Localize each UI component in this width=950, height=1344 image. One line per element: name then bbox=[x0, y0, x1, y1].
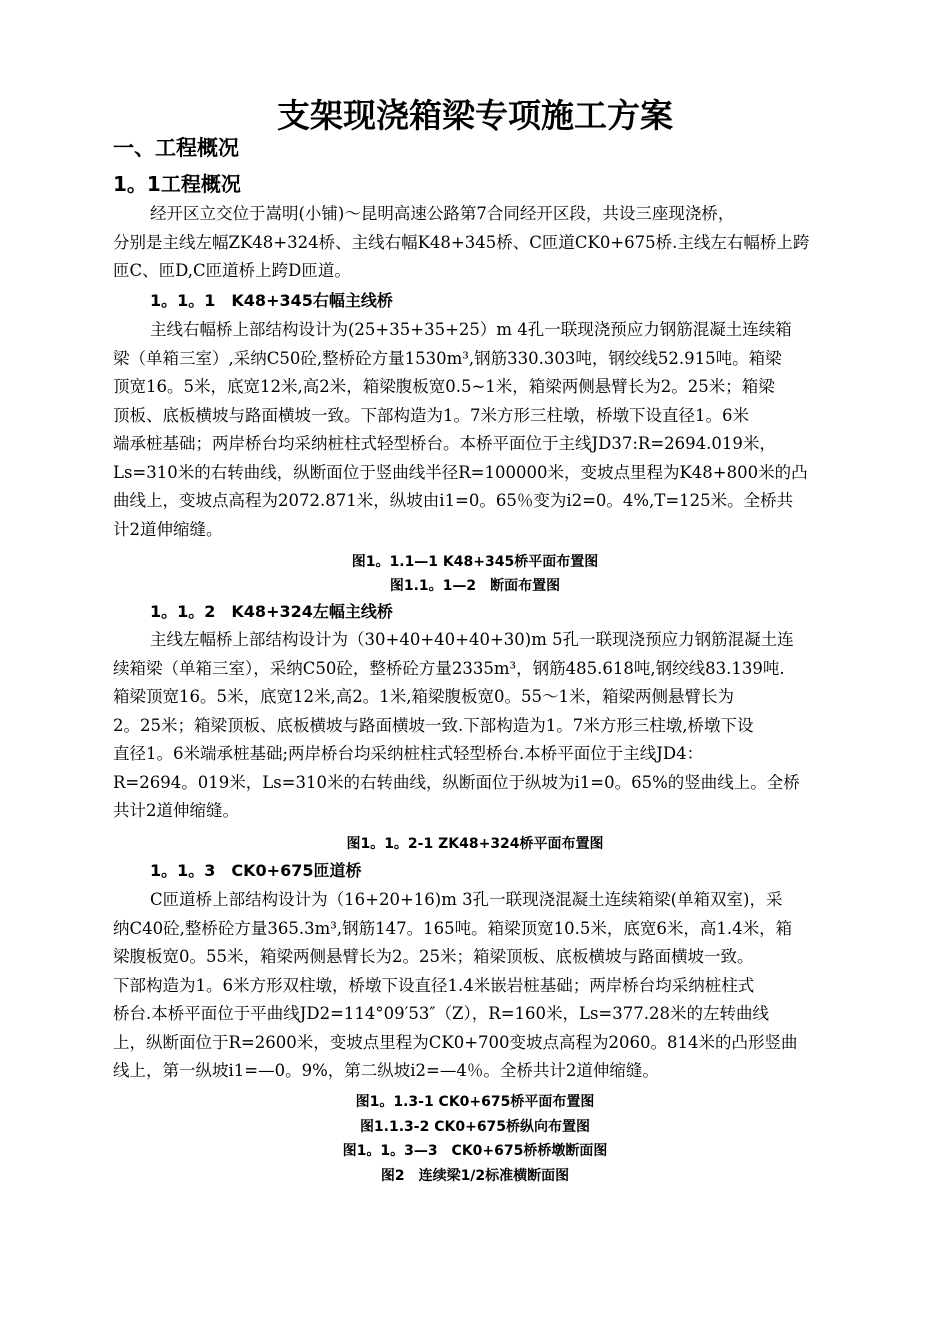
section-heading-overview: 一、工程概况 bbox=[113, 136, 239, 160]
paragraph-ck0-675 bbox=[113, 886, 858, 1086]
intro-paragraph bbox=[113, 200, 858, 286]
paragraph-line: 计2道伸缩缝。 bbox=[113, 519, 223, 539]
paragraph-line: 端承桩基础；两岸桥台均采纳桩柱式轻型桥台。本桥平面位于主线JD37:R=2694.019米， bbox=[113, 434, 776, 453]
paragraph-line: 共计2道伸缩缝。 bbox=[113, 801, 239, 820]
figure-caption: 图2 连续梁1/2标准横断面图 bbox=[380, 1168, 570, 1184]
paragraph-line: 箱梁顶宽16。5米，底宽12米,高2。1米,箱梁腹板宽0。55～1米，箱梁两侧悬臂长为 bbox=[113, 687, 734, 706]
figure-caption: 图1。1.1—1 K48+345桥平面布置图 bbox=[351, 554, 599, 570]
paragraph-line: 主线右幅桥上部结构设计为(25+35+35+25）m 4孔一联现浇预应力钢筋混凝土连续箱 bbox=[150, 320, 792, 339]
figure-caption: 图1。1.3-1 CK0+675桥平面布置图 bbox=[355, 1094, 595, 1110]
paragraph-line: 梁腹板宽0。55米，箱梁两侧悬臂长为2。25米；箱梁顶板、底板横坡与路面横坡一致。 bbox=[113, 947, 754, 966]
document-title: 支架现浇箱梁专项施工方案 bbox=[277, 96, 673, 135]
paragraph-line: 梁（单箱三室）,采纳C50砼,整桥砼方量1530m³,钢筋330.303吨，钢绞线52.915吨。箱梁 bbox=[113, 348, 782, 368]
paragraph-line: 主线左幅桥上部结构设计为（30+40+40+40+30)m 5孔一联现浇预应力钢筋混凝土连 bbox=[150, 630, 794, 649]
paragraph-line: 2。25米；箱梁顶板、底板横坡与路面横坡一致.下部构造为1。7米方形三柱墩,桥墩下设 bbox=[113, 715, 754, 735]
paragraph-line: 纳C40砼,整桥砼方量365.3m³,钢筋147。165吨。箱梁顶宽10.5米，底宽6米，高1.4米，箱 bbox=[113, 918, 793, 938]
paragraph-line: 线上，第一纵坡i1=—0。9%，第二纵坡i2=—4％。全桥共计2道伸缩缝。 bbox=[113, 1061, 659, 1080]
subsection-heading-overview: 1。1工程概况 bbox=[113, 172, 241, 196]
paragraph-line: 顶宽16。5米，底宽12米,高2米，箱梁腹板宽0.5~1米，箱梁两侧悬臂长为2。25米；箱梁 bbox=[113, 377, 775, 396]
paragraph-line: R=2694。019米，Ls=310米的右转曲线，纵断面位于纵坡为i1=0。65%的竖曲线上。全桥 bbox=[113, 772, 800, 792]
figure-caption: 图1.1.3-2 CK0+675桥纵向布置图 bbox=[359, 1119, 591, 1135]
paragraph-line: 经开区立交位于嵩明(小铺)～昆明高速公路第7合同经开区段，共设三座现浇桥， bbox=[150, 204, 735, 223]
paragraph-line: 分别是主线左幅ZK48+324桥、主线右幅K48+345桥、C匝道CK0+675桥.主线左右幅桥上跨 bbox=[113, 232, 810, 252]
paragraph-line: 桥台.本桥平面位于平曲线JD2=114°09′53″（Z），R=160米，Ls=377.28米的左转曲线 bbox=[113, 1004, 769, 1023]
figure-caption: 图1.1。1—2 断面布置图 bbox=[389, 578, 561, 594]
paragraph-line: 续箱梁（单箱三室），采纳C50砼，整桥砼方量2335m³，钢筋485.618吨,钢绞线83.139吨. bbox=[113, 658, 785, 678]
paragraph-line: Ls=310米的右转曲线，纵断面位于竖曲线半径R=100000米，变坡点里程为K48+800米的凸 bbox=[113, 462, 808, 482]
heading-k48-345: 1。1。1 K48+345右幅主线桥 bbox=[150, 291, 393, 310]
paragraph-line: 下部构造为1。6米方形双柱墩，桥墩下设直径1.4米嵌岩桩基础；两岸桥台均采纳桩柱式 bbox=[113, 975, 755, 995]
paragraph-k48-324 bbox=[113, 626, 858, 826]
paragraph-line: 曲线上，变坡点高程为2072.871米，纵坡由i1=0。65％变为i2=0。4%,T=125米。全桥共 bbox=[113, 491, 794, 510]
figure-caption: 图1。1。3—3 CK0+675桥桥墩断面图 bbox=[342, 1143, 608, 1159]
paragraph-line: 上，纵断面位于R=2600米，变坡点里程为CK0+700变坡点高程为2060。814米的凸形竖曲 bbox=[113, 1032, 798, 1052]
paragraph-line: 顶板、底板横坡与路面横坡一致。下部构造为1。7米方形三柱墩，桥墩下设直径1。6米 bbox=[113, 405, 749, 425]
heading-k48-324: 1。1。2 K48+324左幅主线桥 bbox=[150, 602, 393, 621]
heading-ck0-675: 1。1。3 CK0+675匝道桥 bbox=[150, 861, 362, 880]
paragraph-line: 匝C、匝D,C匝道桥上跨D匝道。 bbox=[113, 261, 351, 280]
paragraph-line: 直径1。6米端承桩基础;两岸桥台均采纳桩柱式轻型桥台.本桥平面位于主线JD4： bbox=[113, 744, 704, 763]
paragraph-line: C匝道桥上部结构设计为（16+20+16)m 3孔一联现浇混凝土连续箱梁(单箱双室)，采 bbox=[150, 890, 783, 909]
paragraph-k48-345 bbox=[113, 316, 858, 544]
figure-caption: 图1。1。2-1 ZK48+324桥平面布置图 bbox=[346, 836, 604, 852]
